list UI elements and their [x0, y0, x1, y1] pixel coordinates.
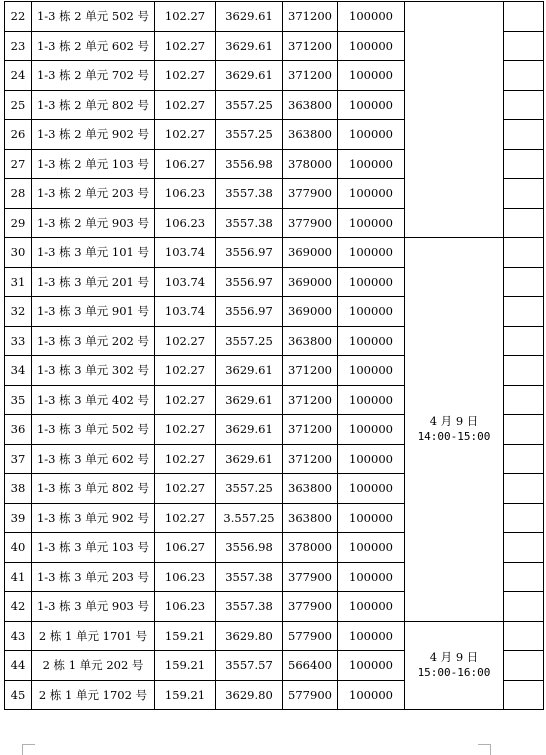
remarks-cell — [504, 592, 544, 622]
row-number: 41 — [5, 562, 32, 592]
area-value: 103.74 — [155, 267, 216, 297]
area-value: 106.27 — [155, 149, 216, 179]
remarks-cell — [504, 621, 544, 651]
unit-name: 1-3 栋 2 单元 103 号 — [32, 149, 155, 179]
deposit-amount: 100000 — [338, 533, 405, 563]
row-number: 45 — [5, 680, 32, 710]
row-number: 44 — [5, 651, 32, 681]
unit-price: 3629.80 — [216, 621, 283, 651]
total-price: 369000 — [283, 238, 338, 268]
deposit-amount: 100000 — [338, 651, 405, 681]
unit-price: 3629.61 — [216, 356, 283, 386]
unit-price: 3556.98 — [216, 149, 283, 179]
remarks-cell — [504, 208, 544, 238]
deposit-amount: 100000 — [338, 31, 405, 61]
deposit-amount: 100000 — [338, 680, 405, 710]
unit-price: 3556.97 — [216, 267, 283, 297]
unit-price: 3629.61 — [216, 385, 283, 415]
remarks-cell — [504, 179, 544, 209]
deposit-amount: 100000 — [338, 474, 405, 504]
area-value: 102.27 — [155, 326, 216, 356]
remarks-cell — [504, 356, 544, 386]
unit-name: 1-3 栋 2 单元 802 号 — [32, 90, 155, 120]
page-corner-mark-left — [22, 744, 35, 755]
deposit-amount: 100000 — [338, 297, 405, 327]
page-corner-mark-right — [478, 744, 491, 755]
unit-name: 1-3 栋 3 单元 903 号 — [32, 592, 155, 622]
remarks-cell — [504, 444, 544, 474]
remarks-cell — [504, 562, 544, 592]
area-value: 103.74 — [155, 297, 216, 327]
deposit-amount: 100000 — [338, 267, 405, 297]
total-price: 577900 — [283, 621, 338, 651]
remarks-cell — [504, 326, 544, 356]
remarks-cell — [504, 533, 544, 563]
deposit-amount: 100000 — [338, 592, 405, 622]
unit-name: 1-3 栋 3 单元 802 号 — [32, 474, 155, 504]
unit-price: 3.557.25 — [216, 503, 283, 533]
total-price: 371200 — [283, 444, 338, 474]
area-value: 102.27 — [155, 385, 216, 415]
remarks-cell — [504, 474, 544, 504]
session-time-cell — [405, 2, 504, 238]
area-value: 159.21 — [155, 651, 216, 681]
remarks-cell — [504, 415, 544, 445]
total-price: 363800 — [283, 503, 338, 533]
row-number: 34 — [5, 356, 32, 386]
remarks-cell — [504, 90, 544, 120]
area-value: 102.27 — [155, 31, 216, 61]
unit-name: 1-3 栋 3 单元 201 号 — [32, 267, 155, 297]
remarks-cell — [504, 31, 544, 61]
remarks-cell — [504, 2, 544, 32]
unit-name: 1-3 栋 3 单元 902 号 — [32, 503, 155, 533]
unit-name: 1-3 栋 3 单元 502 号 — [32, 415, 155, 445]
row-number: 25 — [5, 90, 32, 120]
unit-name: 1-3 栋 3 单元 203 号 — [32, 562, 155, 592]
area-value: 159.21 — [155, 680, 216, 710]
remarks-cell — [504, 149, 544, 179]
unit-price: 3557.25 — [216, 326, 283, 356]
row-number: 30 — [5, 238, 32, 268]
area-value: 106.23 — [155, 208, 216, 238]
row-number: 28 — [5, 179, 32, 209]
session-date: 4 月 9 日 — [429, 414, 479, 429]
area-value: 106.27 — [155, 533, 216, 563]
row-number: 42 — [5, 592, 32, 622]
session-time-range: 14:00-15:00 — [417, 430, 491, 444]
total-price: 371200 — [283, 356, 338, 386]
unit-name: 1-3 栋 3 单元 103 号 — [32, 533, 155, 563]
total-price: 377900 — [283, 179, 338, 209]
session-time-cell — [405, 621, 504, 710]
row-number: 37 — [5, 444, 32, 474]
area-value: 103.74 — [155, 238, 216, 268]
total-price: 371200 — [283, 385, 338, 415]
deposit-amount: 100000 — [338, 120, 405, 150]
area-value: 102.27 — [155, 474, 216, 504]
remarks-cell — [504, 297, 544, 327]
unit-price: 3556.97 — [216, 238, 283, 268]
unit-name: 1-3 栋 3 单元 101 号 — [32, 238, 155, 268]
unit-price: 3557.25 — [216, 90, 283, 120]
auction-schedule-table — [4, 1, 544, 710]
area-value: 102.27 — [155, 2, 216, 32]
total-price: 566400 — [283, 651, 338, 681]
unit-price: 3629.61 — [216, 61, 283, 91]
total-price: 378000 — [283, 533, 338, 563]
unit-name: 1-3 栋 3 单元 901 号 — [32, 297, 155, 327]
unit-price: 3557.25 — [216, 474, 283, 504]
row-number: 31 — [5, 267, 32, 297]
deposit-amount: 100000 — [338, 61, 405, 91]
area-value: 106.23 — [155, 592, 216, 622]
row-number: 39 — [5, 503, 32, 533]
unit-name: 1-3 栋 3 单元 202 号 — [32, 326, 155, 356]
remarks-cell — [504, 61, 544, 91]
total-price: 363800 — [283, 326, 338, 356]
area-value: 102.27 — [155, 415, 216, 445]
deposit-amount: 100000 — [338, 562, 405, 592]
area-value: 106.23 — [155, 562, 216, 592]
unit-name: 1-3 栋 3 单元 602 号 — [32, 444, 155, 474]
area-value: 102.27 — [155, 120, 216, 150]
unit-name: 1-3 栋 3 单元 402 号 — [32, 385, 155, 415]
unit-price: 3557.38 — [216, 562, 283, 592]
deposit-amount: 100000 — [338, 90, 405, 120]
total-price: 369000 — [283, 297, 338, 327]
row-number: 27 — [5, 149, 32, 179]
deposit-amount: 100000 — [338, 503, 405, 533]
unit-name: 2 栋 1 单元 1701 号 — [32, 621, 155, 651]
unit-name: 1-3 栋 2 单元 203 号 — [32, 179, 155, 209]
area-value: 159.21 — [155, 621, 216, 651]
deposit-amount: 100000 — [338, 326, 405, 356]
total-price: 378000 — [283, 149, 338, 179]
unit-name: 1-3 栋 2 单元 903 号 — [32, 208, 155, 238]
session-time-range: 15:00-16:00 — [417, 666, 491, 680]
total-price: 371200 — [283, 415, 338, 445]
row-number: 23 — [5, 31, 32, 61]
unit-name: 2 栋 1 单元 202 号 — [32, 651, 155, 681]
area-value: 102.27 — [155, 444, 216, 474]
unit-price: 3557.38 — [216, 179, 283, 209]
total-price: 377900 — [283, 562, 338, 592]
deposit-amount: 100000 — [338, 149, 405, 179]
total-price: 363800 — [283, 474, 338, 504]
remarks-cell — [504, 267, 544, 297]
unit-name: 1-3 栋 2 单元 602 号 — [32, 31, 155, 61]
total-price: 363800 — [283, 120, 338, 150]
unit-price: 3557.38 — [216, 208, 283, 238]
row-number: 36 — [5, 415, 32, 445]
unit-price: 3557.25 — [216, 120, 283, 150]
total-price: 371200 — [283, 61, 338, 91]
table-row — [5, 621, 544, 651]
unit-name: 1-3 栋 2 单元 702 号 — [32, 61, 155, 91]
unit-name: 1-3 栋 2 单元 502 号 — [32, 2, 155, 32]
deposit-amount: 100000 — [338, 238, 405, 268]
session-date: 4 月 9 日 — [429, 650, 479, 665]
total-price: 377900 — [283, 208, 338, 238]
area-value: 102.27 — [155, 90, 216, 120]
remarks-cell — [504, 680, 544, 710]
area-value: 102.27 — [155, 503, 216, 533]
deposit-amount: 100000 — [338, 385, 405, 415]
area-value: 102.27 — [155, 356, 216, 386]
remarks-cell — [504, 238, 544, 268]
deposit-amount: 100000 — [338, 444, 405, 474]
row-number: 22 — [5, 2, 32, 32]
unit-name: 1-3 栋 3 单元 302 号 — [32, 356, 155, 386]
total-price: 577900 — [283, 680, 338, 710]
remarks-cell — [504, 385, 544, 415]
unit-price: 3556.98 — [216, 533, 283, 563]
remarks-cell — [504, 503, 544, 533]
row-number: 24 — [5, 61, 32, 91]
deposit-amount: 100000 — [338, 2, 405, 32]
unit-price: 3557.57 — [216, 651, 283, 681]
unit-price: 3556.97 — [216, 297, 283, 327]
table-row — [5, 2, 544, 32]
row-number: 40 — [5, 533, 32, 563]
row-number: 33 — [5, 326, 32, 356]
unit-name: 1-3 栋 2 单元 902 号 — [32, 120, 155, 150]
deposit-amount: 100000 — [338, 621, 405, 651]
row-number: 35 — [5, 385, 32, 415]
total-price: 371200 — [283, 31, 338, 61]
deposit-amount: 100000 — [338, 179, 405, 209]
unit-price: 3629.61 — [216, 31, 283, 61]
total-price: 369000 — [283, 267, 338, 297]
unit-price: 3629.61 — [216, 415, 283, 445]
total-price: 377900 — [283, 592, 338, 622]
deposit-amount: 100000 — [338, 415, 405, 445]
row-number: 38 — [5, 474, 32, 504]
session-time-cell — [405, 238, 504, 622]
unit-price: 3557.38 — [216, 592, 283, 622]
area-value: 102.27 — [155, 61, 216, 91]
table-body — [5, 2, 544, 710]
row-number: 32 — [5, 297, 32, 327]
unit-price: 3629.61 — [216, 2, 283, 32]
deposit-amount: 100000 — [338, 356, 405, 386]
table-row — [5, 238, 544, 268]
row-number: 43 — [5, 621, 32, 651]
area-value: 106.23 — [155, 179, 216, 209]
row-number: 26 — [5, 120, 32, 150]
total-price: 371200 — [283, 2, 338, 32]
unit-price: 3629.80 — [216, 680, 283, 710]
remarks-cell — [504, 120, 544, 150]
unit-name: 2 栋 1 单元 1702 号 — [32, 680, 155, 710]
row-number: 29 — [5, 208, 32, 238]
total-price: 363800 — [283, 90, 338, 120]
deposit-amount: 100000 — [338, 208, 405, 238]
remarks-cell — [504, 651, 544, 681]
unit-price: 3629.61 — [216, 444, 283, 474]
